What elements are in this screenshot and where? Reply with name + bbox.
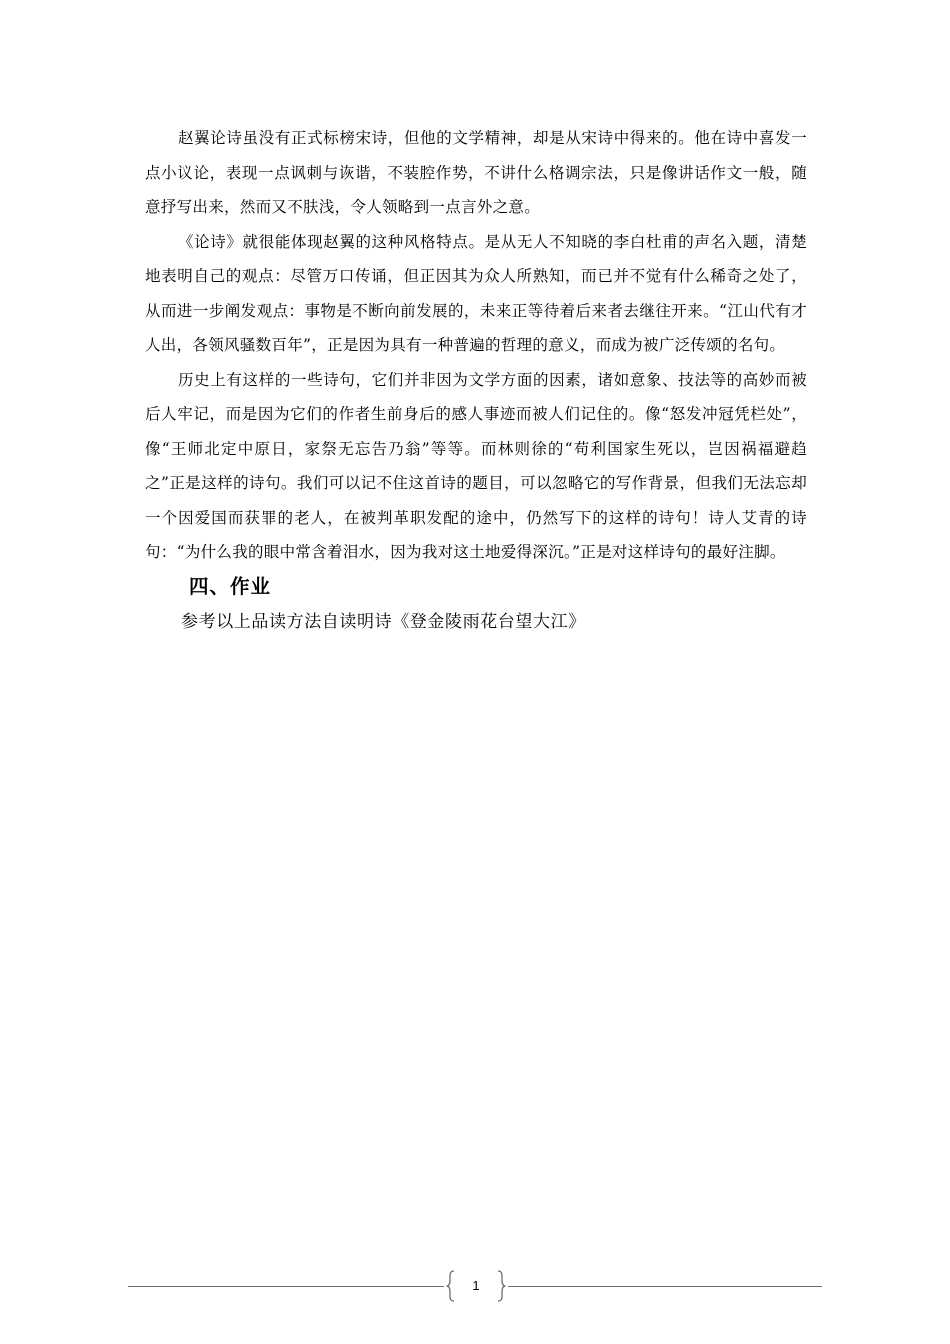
page-body bbox=[145, 121, 807, 640]
paragraph-2: 《论诗》就很能体现赵翼的这种风格特点。是从无人不知晓的李白杜甫的声名入题，清楚地表明自己的观点：尽管万口传诵，但正因其为众人所熟知，而已并不觉有什么稀奇之处了，从而进一步阐发观点：事物是不断向前发展的，未来正等待着后来者去继往开来。“江山代有才人出，各领风骚数百年”，正是因为具有一种普遍的哲理的意义，而成为被广泛传颂的名句。 bbox=[145, 232, 807, 354]
paragraph-3: 历史上有这样的一些诗句，它们并非因为文学方面的因素，诸如意象、技法等的高妙而被后人牢记，而是因为它们的作者生前身后的感人事迹而被人们记住的。像“怒发冲冠凭栏处”，像“王师北定中原日，家祭无忘告乃翁”等等。而林则徐的“苟利国家生死以，岂因祸福避趋之”正是这样的诗句。我们可以记不住这首诗的题目，可以忽略它的写作背景，但我们无法忘却一个因爱国而获罪的老人，在被判革职发配的途中，仍然写下的这样的诗句！诗人艾青的诗句：“为什么我的眼中常含着泪水，因为我对这土地爱得深沉。”正是对这样诗句的最好注脚。 bbox=[145, 370, 807, 561]
page-number: 1 bbox=[472, 1278, 480, 1293]
page-footer bbox=[128, 1268, 822, 1304]
footer-rule-left bbox=[128, 1286, 444, 1287]
page-number-brackets bbox=[446, 1270, 506, 1302]
section-heading: 四、作业 bbox=[189, 574, 272, 598]
homework-text: 参考以上品读方法自读明诗《登金陵雨花台望大江》 bbox=[181, 611, 586, 632]
paragraph-1: 赵翼论诗虽没有正式标榜宋诗，但他的文学精神，却是从宋诗中得来的。他在诗中喜发一点小议论，表现一点讽刺与诙谐，不装腔作势，不讲什么格调宗法，只是像讲话作文一般，随意抒写出来，然而又不肤浅，令人领略到一点言外之意。 bbox=[145, 129, 807, 216]
footer-rule-right bbox=[508, 1286, 822, 1287]
